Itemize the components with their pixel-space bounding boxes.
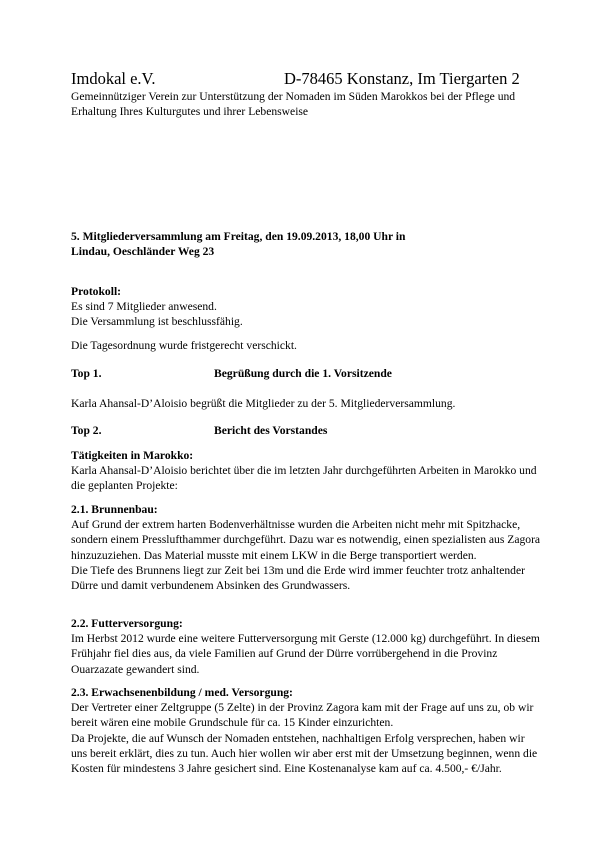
top-1-text: Karla Ahansal-D’Aloisio begrüßt die Mitglieder zu der 5. Mitgliederversammlung. [71,397,456,410]
protokoll-section [71,284,541,330]
fodder-text: Im Herbst 2012 wurde eine weitere Futterversorgung mit Gerste (12.000 kg) durchgeführt. In diesem Frühjahr fiel dies aus, da viele Familien auf Grund der Dürre vorrübergehend in die Provinz Ouarzazate gewandert sind. [71,632,540,676]
organization-address: D-78465 Konstanz, Im Tiergarten 2 [284,69,520,88]
organization-name: Imdokal e.V. [71,69,156,88]
well-heading: 2.1. Brunnenbau: [71,503,158,516]
meeting-title-line-2: Lindau, Oeschländer Weg 23 [71,245,215,259]
top-2-number: Top 2. [71,424,102,437]
fodder-heading: 2.2. Futterversorgung: [71,617,183,630]
top-1-title: Begrüßung durch die 1. Vorsitzende [214,367,392,380]
well-text-1: Auf Grund der extrem harten Bodenverhältnisse wurden die Arbeiten nicht mehr mit Spitzhacke, sondern einem Presslufthammer durchgeführt. Dazu war es notwendig, einen spezialisten aus Zagora hinzuzuziehen. Das Material musste mit einem LKW in die Berge transportiert werden. [71,518,541,562]
education-section [71,685,541,776]
attendance-text: Es sind 7 Mitglieder anwesend. [71,300,217,314]
activities-heading: Tätigkeiten in Marokko: [71,449,194,462]
fodder-section [71,616,541,677]
agenda-note: Die Tagesordnung wurde fristgerecht verschickt. [71,339,297,352]
education-text-1: Der Vertreter einer Zeltgruppe (5 Zelte) in der Provinz Zagora kam mit der Frage auf uns zu, ob wir bereit wären eine mobile Grundschule für ca. 15 Kinder einzurichten. [71,701,534,730]
quorum-text: Die Versammlung ist beschlussfähig. [71,315,243,329]
education-heading: 2.3. Erwachsenenbildung / med. Versorgung: [71,686,293,699]
activities-section [71,448,541,494]
well-text-2: Die Tiefe des Brunnens liegt zur Zeit bei 13m und die Erde wird immer feuchter trotz anhaltender Dürre und damit verbundenem Absinken des Grundwassers. [71,563,525,593]
organization-tagline: Gemeinnütziger Verein zur Unterstützung der Nomaden im Süden Marokkos bei der Pflege und Erhaltung Ihres Kulturgutes und ihrer Lebensweise [71,90,516,118]
education-text-2: Da Projekte, die auf Wunsch der Nomaden entstehen, nachhaltigen Erfolg versprechen, haben wir uns bereit erklärt, dies zu tun. Auch hier wollen wir aber erst mit der Umsetzung beginnen, wenn die Kosten für mindestens 3 Jahre gesichert sind. Eine Kostenanalyse kam auf ca. 4.500,- €/Jahr. [71,731,538,776]
well-section [71,502,541,593]
top-2-title: Bericht des Vorstandes [214,424,328,437]
meeting-title-line-1: 5. Mitgliederversammlung am Freitag, den 19.09.2013, 18,00 Uhr in [71,230,406,243]
top-1-number: Top 1. [71,367,102,380]
activities-text: Karla Ahansal-D’Aloisio berichtet über die im letzten Jahr durchgeführten Arbeiten in Marokko und die geplanten Projekte: [71,464,537,493]
protokoll-heading: Protokoll: [71,285,122,298]
meeting-title [71,229,541,259]
